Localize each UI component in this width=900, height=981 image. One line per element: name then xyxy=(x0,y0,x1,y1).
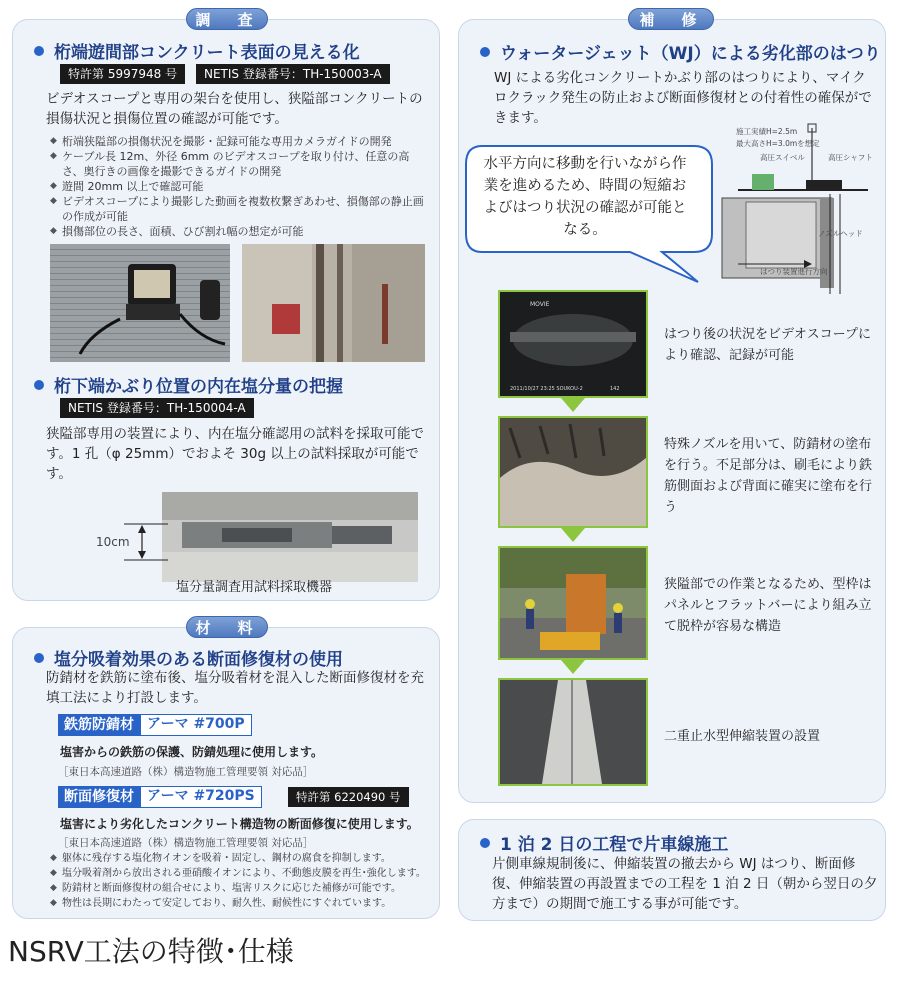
list-item: ◆ 塩分吸着剤から放出される亜硝酸イオンにより、不動態皮膜を再生･強化します。 xyxy=(50,866,430,881)
netis-badge-2: NETIS 登録番号：TH-150004-A xyxy=(60,398,254,418)
diagram-label-6: はつり装置進行方向 xyxy=(760,267,828,276)
list-item: ◆ 損傷部位の長さ、面積、ひび割れ幅の想定が可能 xyxy=(50,224,424,239)
list-item: ◆ ケーブル長 12m、外径 6mm のビデオスコープを取り付け、任意の高さ、奥行きの画像を撮影できるガイドの開発 xyxy=(50,149,424,179)
screen-movie-label: MOVIE xyxy=(530,301,550,308)
screen-number: 142 xyxy=(610,386,620,392)
schedule-heading xyxy=(480,830,728,855)
product-700p xyxy=(58,714,252,736)
diagram-label-4: 高圧シャフト xyxy=(828,153,873,162)
bullet-dot-icon xyxy=(34,653,44,663)
material-body: 防錆材を鉄筋に塗布後、塩分吸着材を混入した断面修復材を充填工法により打設します。 xyxy=(46,670,424,706)
list-item: ◆ 遊間 20mm 以上で確認可能 xyxy=(50,179,424,194)
screen-timestamp: 2011/10/27 23:25 SOUKOU-2 xyxy=(510,386,583,392)
list-item: ◆ 防錆材と断面修復材の組合せにより、塩害リスクに応じた補修が可能です。 xyxy=(50,881,430,896)
page-title: NSRV工法の特徴･仕様 xyxy=(8,935,294,968)
inspection-tab: 調 査 xyxy=(186,8,268,30)
step-arrow-icon xyxy=(561,660,585,674)
product-700p-desc: 塩害からの鉄筋の保護、防錆処理に使用します。 xyxy=(60,745,324,759)
sampling-device-photo xyxy=(162,492,418,582)
dimension-label: 10cm xyxy=(96,535,130,549)
step-arrow-icon xyxy=(561,528,585,542)
inspection-s1-title: 桁端遊間部コンクリート表面の見える化 xyxy=(54,43,360,63)
step4-photo xyxy=(498,678,648,786)
step1-caption: はつり後の状況をビデオスコープにより確認、記録が可能 xyxy=(664,327,871,363)
material-title: 塩分吸着効果のある断面修復材の使用 xyxy=(54,650,343,670)
schedule-title: 1 泊 2 日の工程で片車線施工 xyxy=(500,835,729,855)
list-item: ◆ ビデオスコープにより撮影した動画を複数枚繋ぎあわせ、損傷部の静止画の作成が可能 xyxy=(50,194,424,224)
product-name: アーマ #700P xyxy=(140,714,252,736)
repair-heading xyxy=(480,39,881,64)
inspection-s1-body: ビデオスコープと専用の架台を使用し、狭隘部コンクリートの損傷状況と損傷位置の確認が可能です。 xyxy=(46,91,423,127)
speech-bubble-text: 水平方向に移動を行いながら作業を進めるため、時間の短縮およびはつり状況の確認が可能となる。 xyxy=(483,156,687,238)
product-720ps-note: ［東日本高速道路（株）構造物施工管理要領 対応品］ xyxy=(58,837,314,849)
repair-body: WJ による劣化コンクリートかぶり部のはつりにより、マイクロクラック発生の防止および断面修復材との付着性の確保ができます。 xyxy=(494,70,872,126)
list-item: ◆ 躯体に残存する塩化物イオンを吸着・固定し、鋼材の腐食を抑制します。 xyxy=(50,851,430,866)
patent-badge: 特許第 5997948 号 xyxy=(60,64,185,84)
material-heading xyxy=(34,645,343,670)
step2-caption: 特殊ノズルを用いて、防錆材の塗布を行う。不足部分は、刷毛により鉄筋側面および背面に確実に塗布を行う xyxy=(664,437,873,515)
inspection-s2-body: 狭隘部専用の装置により、内在塩分確認用の試料を採取可能です。1 孔（φ 25mm）でおよそ 30g 以上の試料採取が可能です。 xyxy=(46,426,424,482)
bullet-dot-icon xyxy=(480,838,490,848)
bridge-gap-photo xyxy=(242,244,425,362)
inspection-s1-bullets xyxy=(50,134,424,239)
material-tab: 材 料 xyxy=(186,616,268,638)
netis-badge: NETIS 登録番号：TH-150003-A xyxy=(196,64,390,84)
repair-tab: 補 修 xyxy=(628,8,714,30)
list-item: ◆ 物性は長期にわたって安定しており、耐久性、耐候性にすぐれています。 xyxy=(50,896,430,911)
inspection-s2-title: 桁下端かぶり位置の内在塩分量の把握 xyxy=(54,377,343,397)
patent-badge-2: 特許第 6220490 号 xyxy=(288,787,409,807)
dimension-arrow-icon xyxy=(124,520,168,564)
step3-photo xyxy=(498,546,648,660)
step-arrow-icon xyxy=(561,398,585,412)
inspection-s2-heading xyxy=(34,372,343,397)
step3-caption: 狭隘部での作業となるため、型枠はパネルとフラットバーにより組み立て脱枠が容易な構造 xyxy=(664,577,872,634)
diagram-label-5: ノズルヘッド xyxy=(818,229,863,238)
material-bullets xyxy=(50,851,430,911)
product-720ps-desc: 塩害により劣化したコンクリート構造物の断面修復に使用します。 xyxy=(60,817,419,831)
product-kind: 断面修復材 xyxy=(58,786,140,808)
repair-title: ウォータージェット（WJ）による劣化部のはつり xyxy=(500,44,881,64)
diagram-label-1: 施工実績H=2.5m xyxy=(736,127,798,136)
inspection-s1-heading xyxy=(34,38,360,63)
step4-caption: 二重止水型伸縮装置の設置 xyxy=(664,729,821,744)
product-kind: 鉄筋防錆材 xyxy=(58,714,140,736)
step2-photo xyxy=(498,416,648,528)
diagram-label-2: 最大高さH=3.0mを想定 xyxy=(736,139,820,148)
product-name: アーマ #720PS xyxy=(140,786,262,808)
schedule-body: 片側車線規制後に、伸縮装置の撤去から WJ はつり、断面修復、伸縮装置の再設置までの工程を 1 泊 2 日（朝から翌日の夕方まで）の期間で施工する事が可能です。 xyxy=(492,856,878,912)
videoscope-photo xyxy=(50,244,230,362)
bullet-dot-icon xyxy=(34,380,44,390)
bullet-dot-icon xyxy=(480,47,490,57)
sampling-caption: 塩分量調査用試料採取機器 xyxy=(176,580,333,595)
step1-photo xyxy=(498,290,648,398)
bullet-dot-icon xyxy=(34,46,44,56)
diagram-label-3: 高圧スイベル xyxy=(760,153,805,162)
product-720ps xyxy=(58,786,262,808)
list-item: ◆ 桁端狭隘部の損傷状況を撮影・記録可能な専用カメラガイドの開発 xyxy=(50,134,424,149)
product-700p-note: ［東日本高速道路（株）構造物施工管理要領 対応品］ xyxy=(58,766,314,778)
